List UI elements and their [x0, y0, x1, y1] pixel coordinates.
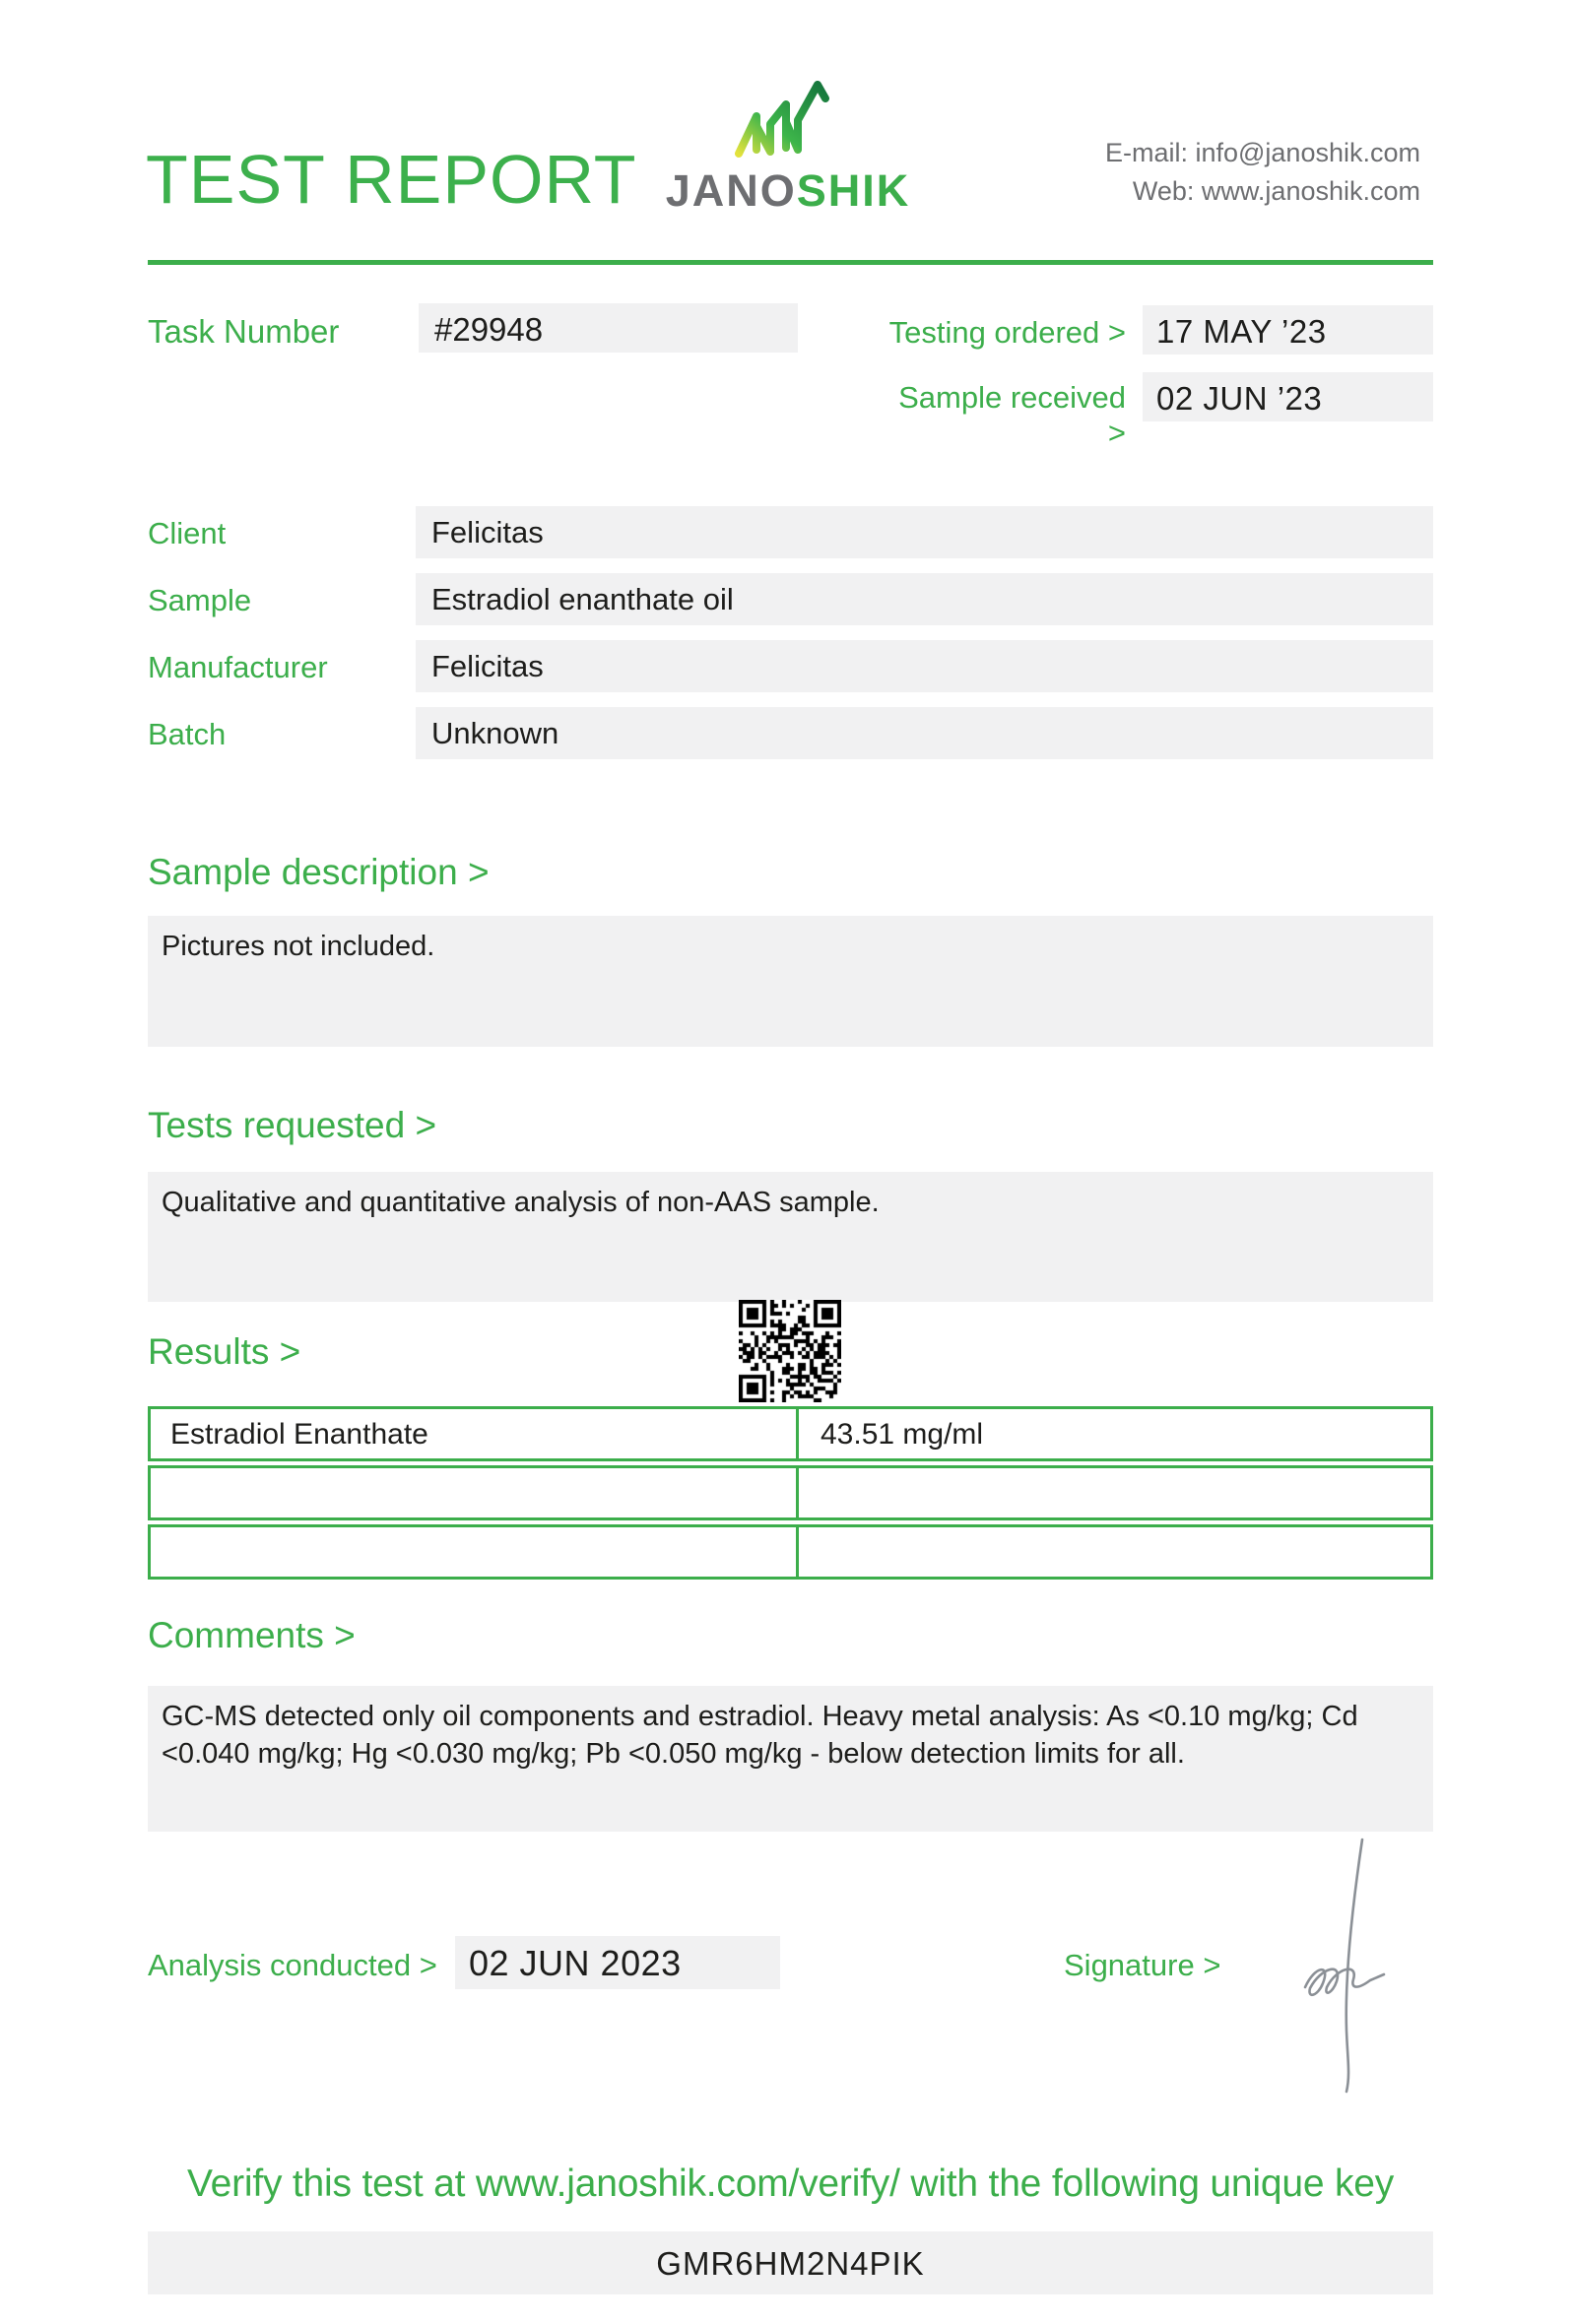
- result-analyte: Estradiol Enanthate: [170, 1418, 428, 1451]
- analysis-date-box: [455, 1936, 780, 1989]
- verify-instruction: Verify this test at www.janoshik.com/verify/ with the following unique key: [186, 2163, 1395, 2205]
- sample-description-label: Sample description >: [148, 852, 490, 892]
- sample-received-value-box: [1143, 372, 1433, 421]
- sample-label: Sample: [148, 583, 252, 617]
- task-number-label: Task Number: [148, 313, 340, 350]
- client-value-box: [416, 506, 1433, 558]
- result-value: [796, 1468, 1430, 1517]
- table-row: [148, 1406, 1433, 1461]
- analysis-conducted-label: Analysis conducted >: [148, 1948, 437, 1982]
- signature-label: Signature >: [1064, 1948, 1221, 1982]
- sample-value: Estradiol enanthate oil: [431, 582, 734, 616]
- batch-label: Batch: [148, 717, 227, 751]
- result-value: 43.51 mg/ml: [796, 1409, 1430, 1458]
- batch-value-box: [416, 707, 1433, 759]
- manufacturer-label: Manufacturer: [148, 650, 328, 684]
- result-value: [796, 1527, 1430, 1577]
- testing-ordered-label: Testing ordered >: [888, 315, 1126, 350]
- sample-value-box: [416, 573, 1433, 625]
- logo-text-green: SHIK: [796, 165, 911, 216]
- testing-ordered-value: 17 MAY ’23: [1156, 313, 1327, 350]
- manufacturer-value: Felicitas: [431, 649, 544, 683]
- tests-requested-box: [148, 1172, 1433, 1302]
- janoshik-logo-text: [611, 165, 965, 217]
- task-number-value: #29948: [434, 311, 544, 348]
- contact-info: [1105, 134, 1420, 211]
- comments-text: GC-MS detected only oil components and estradiol. Heavy metal analysis: As <0.10 mg/kg; Cd <0.040 mg/kg; Hg <0.030 mg/kg; Pb <0.050 mg/kg - below detection limits for all.: [162, 1701, 1358, 1770]
- analysis-date: 02 JUN 2023: [469, 1943, 682, 1983]
- unique-key: GMR6HM2N4PIK: [656, 2245, 925, 2282]
- sample-received-value: 02 JUN ’23: [1156, 380, 1323, 417]
- qr-code: [739, 1300, 841, 1402]
- testing-ordered-value-box: [1143, 305, 1433, 355]
- unique-key-box: [148, 2231, 1433, 2294]
- logo-text-gray: JANO: [665, 165, 797, 216]
- batch-value: Unknown: [431, 716, 559, 750]
- sample-received-label: Sample received >: [898, 380, 1126, 450]
- janoshik-logo-icon: [731, 71, 839, 161]
- result-analyte: [151, 1527, 796, 1577]
- contact-web: Web: www.janoshik.com: [1132, 176, 1420, 206]
- tests-requested-label: Tests requested >: [148, 1105, 437, 1145]
- comments-box: [148, 1686, 1433, 1832]
- table-row: [148, 1465, 1433, 1520]
- sample-description-text: Pictures not included.: [162, 931, 435, 962]
- comments-label: Comments >: [148, 1615, 356, 1655]
- client-label: Client: [148, 516, 227, 550]
- signature-image: [1266, 1834, 1423, 2099]
- result-analyte: [151, 1468, 796, 1517]
- manufacturer-value-box: [416, 640, 1433, 692]
- results-label: Results >: [148, 1331, 301, 1372]
- page-title: TEST REPORT: [146, 141, 637, 218]
- task-number-value-box: [419, 303, 798, 353]
- tests-requested-text: Qualitative and quantitative analysis of non-AAS sample.: [162, 1187, 880, 1218]
- sample-description-box: [148, 916, 1433, 1047]
- header-divider: [148, 260, 1433, 265]
- contact-email: E-mail: info@janoshik.com: [1104, 138, 1420, 167]
- results-table: [148, 1406, 1433, 1583]
- client-value: Felicitas: [431, 515, 544, 549]
- table-row: [148, 1524, 1433, 1580]
